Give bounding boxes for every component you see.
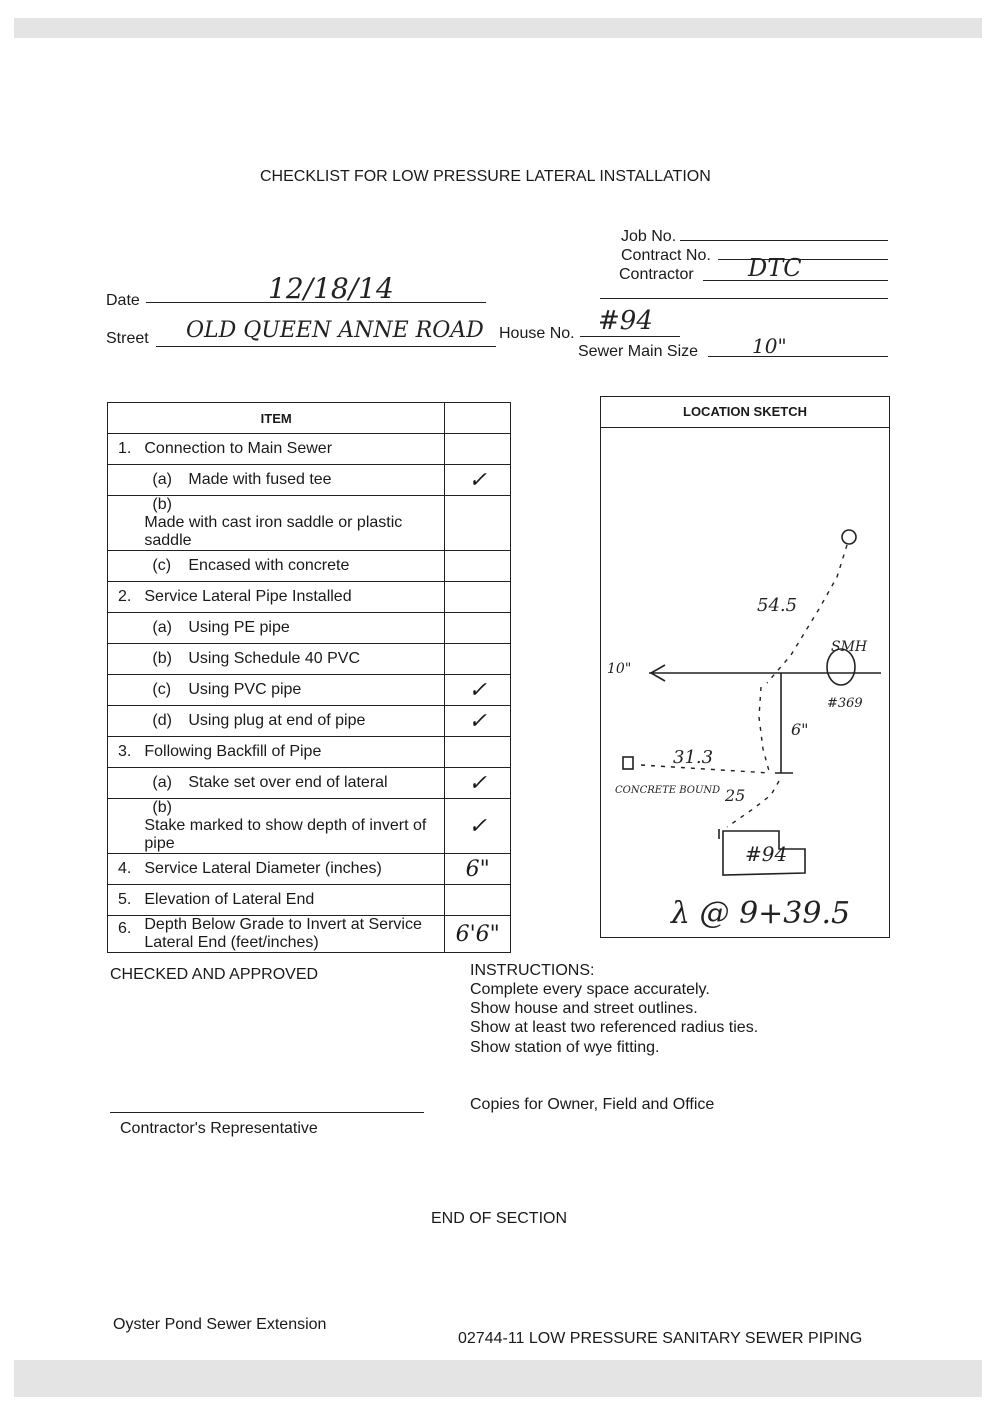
row-num — [108, 706, 145, 737]
row-num: 2. — [108, 582, 145, 613]
row-check — [445, 496, 511, 551]
table-row — [108, 706, 511, 737]
contractor-label: Contractor — [619, 266, 694, 283]
contractor-value: DTC — [748, 254, 802, 282]
row-text: Made with cast iron saddle or plastic saddle — [144, 514, 403, 549]
table-row — [108, 675, 511, 706]
instructions-title: INSTRUCTIONS: — [470, 962, 595, 979]
table-row — [108, 916, 511, 953]
sketch-header: LOCATION SKETCH — [601, 397, 889, 428]
row-text: Service Lateral Diameter (inches) — [144, 860, 382, 877]
row-label — [144, 706, 445, 737]
row-num — [108, 496, 145, 551]
row-check: ✓ — [445, 799, 511, 854]
row-text: Following Backfill of Pipe — [144, 743, 322, 760]
row-num: 5. — [108, 885, 145, 916]
checked-approved: CHECKED AND APPROVED — [110, 966, 319, 983]
instruction-1: Complete every space accurately. — [470, 981, 710, 998]
table-row — [108, 768, 511, 799]
row-check — [445, 613, 511, 644]
table-row — [108, 799, 511, 854]
table-row — [108, 551, 511, 582]
location-sketch — [600, 396, 890, 938]
smh-label: SMH — [831, 639, 868, 655]
row-text: Stake marked to show depth of invert of pipe — [144, 817, 427, 852]
row-num — [108, 465, 145, 496]
row-label — [144, 885, 445, 916]
station-label: λ @ 9+39.5 — [671, 896, 851, 931]
house-no-label: House No. — [499, 325, 575, 342]
scan-bottom-band — [14, 1360, 982, 1397]
row-label — [144, 675, 445, 706]
row-text: Elevation of Lateral End — [144, 891, 315, 908]
tie-line-2 — [759, 687, 769, 771]
row-check: ✓ — [445, 706, 511, 737]
date-label: Date — [106, 292, 140, 309]
item-header: ITEM — [108, 403, 445, 434]
row-text: Using PE pipe — [188, 619, 290, 636]
row-check: ✓ — [445, 675, 511, 706]
house-label: #94 — [745, 842, 788, 866]
table-header-row — [108, 403, 511, 434]
project-name: Oyster Pond Sewer Extension — [113, 1316, 327, 1333]
row-sub: (b) — [152, 799, 172, 816]
row-num — [108, 644, 145, 675]
signature-line — [110, 1112, 424, 1113]
row-sub: (a) — [152, 471, 172, 488]
row-text: Encased with concrete — [188, 557, 350, 574]
tie-3-label: 25 — [725, 786, 746, 805]
main-size-label: 10" — [607, 661, 632, 677]
row-num: 4. — [108, 854, 145, 885]
section-footer: 02744-11 LOW PRESSURE SANITARY SEWER PIPING — [458, 1330, 863, 1344]
row-num: 1. — [108, 434, 145, 465]
row-check: 6" — [445, 854, 511, 885]
end-of-section: END OF SECTION — [431, 1210, 568, 1227]
stake-icon — [842, 530, 856, 544]
row-text: Using Schedule 40 PVC — [188, 650, 361, 667]
contract-no-line — [718, 259, 888, 260]
row-label — [144, 854, 445, 885]
table-row — [108, 854, 511, 885]
table-row — [108, 613, 511, 644]
row-text: Using PVC pipe — [188, 681, 302, 698]
table-row — [108, 465, 511, 496]
row-sub: (c) — [152, 681, 172, 698]
row-num — [108, 613, 145, 644]
row-check: ✓ — [445, 465, 511, 496]
row-text: Using plug at end of pipe — [188, 712, 366, 729]
contractor-rep-label: Contractor's Representative — [120, 1120, 318, 1137]
row-sub: (a) — [152, 774, 172, 791]
row-label — [144, 799, 445, 854]
concrete-bound-icon — [623, 757, 633, 769]
row-label — [144, 434, 445, 465]
checklist-table — [107, 402, 511, 953]
page-title: CHECKLIST FOR LOW PRESSURE LATERAL INSTALLATION — [260, 168, 711, 185]
row-num: 3. — [108, 737, 145, 768]
row-check — [445, 551, 511, 582]
row-check: ✓ — [445, 768, 511, 799]
check-header — [445, 403, 511, 434]
table-row — [108, 737, 511, 768]
tie-1-label: 54.5 — [757, 595, 798, 616]
job-no-line — [680, 240, 888, 241]
house-no-value: #94 — [598, 306, 653, 336]
row-label — [144, 551, 445, 582]
sewer-main-label: Sewer Main Size — [578, 343, 699, 360]
sewer-main-value: 10" — [752, 334, 787, 358]
instruction-4: Show station of wye fitting. — [470, 1039, 660, 1056]
job-no-label: Job No. — [621, 228, 677, 245]
row-check — [445, 737, 511, 768]
scan-top-band — [14, 18, 982, 38]
row-label — [144, 737, 445, 768]
row-check: 6'6" — [445, 916, 511, 953]
row-text: Made with fused tee — [188, 471, 332, 488]
house-no-line — [580, 336, 680, 337]
row-check — [445, 582, 511, 613]
instruction-3: Show at least two referenced radius ties. — [470, 1019, 759, 1036]
row-num — [108, 675, 145, 706]
sketch-drawing — [601, 397, 889, 937]
contract-no-label: Contract No. — [621, 247, 711, 264]
sewer-main-line — [708, 356, 888, 357]
row-num — [108, 768, 145, 799]
row-label — [144, 916, 445, 953]
row-sub: (b) — [152, 650, 172, 667]
tie-2-label: 31.3 — [673, 747, 714, 768]
row-label — [144, 768, 445, 799]
row-text: Service Lateral Pipe Installed — [144, 588, 352, 605]
row-check — [445, 885, 511, 916]
table-row — [108, 434, 511, 465]
instruction-2: Show house and street outlines. — [470, 1000, 698, 1017]
row-num — [108, 799, 145, 854]
row-label — [144, 582, 445, 613]
lateral-size-label: 6" — [791, 720, 809, 739]
table-row — [108, 644, 511, 675]
row-text: Depth Below Grade to Invert at Service Lateral End (feet/inches) — [144, 916, 422, 951]
row-check — [445, 434, 511, 465]
row-check — [445, 644, 511, 675]
row-sub: (c) — [152, 557, 172, 574]
table-row — [108, 496, 511, 551]
row-text: Connection to Main Sewer — [144, 440, 333, 457]
date-value: 12/18/14 — [268, 272, 394, 305]
row-sub: (b) — [152, 496, 172, 513]
copies-note: Copies for Owner, Field and Office — [470, 1096, 715, 1113]
smh-num-label: #369 — [827, 696, 863, 711]
row-num: 6. — [108, 916, 145, 953]
extra-line — [600, 298, 888, 299]
table-row — [108, 582, 511, 613]
row-sub: (a) — [152, 619, 172, 636]
row-label — [144, 496, 445, 551]
row-label — [144, 644, 445, 675]
row-text: Stake set over end of lateral — [188, 774, 388, 791]
concrete-bound-label: CONCRETE BOUND — [615, 785, 721, 796]
street-label: Street — [106, 330, 149, 347]
street-line — [156, 346, 496, 347]
row-label — [144, 613, 445, 644]
street-value: OLD QUEEN ANNE ROAD — [186, 318, 484, 343]
row-num — [108, 551, 145, 582]
row-label — [144, 465, 445, 496]
table-row — [108, 885, 511, 916]
row-sub: (d) — [152, 712, 172, 729]
